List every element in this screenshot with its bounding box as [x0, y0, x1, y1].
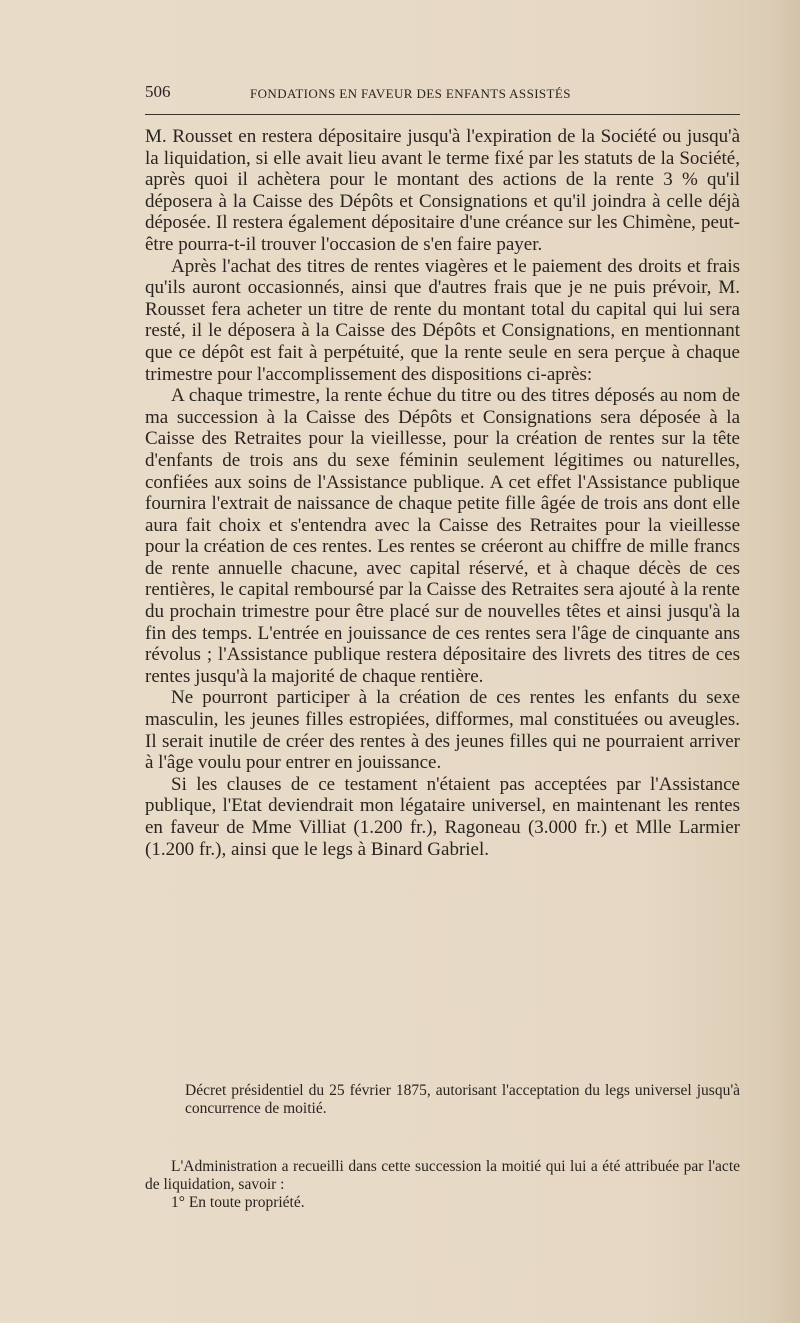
- paragraph-achat-titres: Après l'achat des titres de rentes viagères et le paiement des droits et frais qu'ils auront occasionnés, ainsi que d'autres frais que je ne puis prévoir, M. Rousset fera acheter un titre de rente du montant total du capital qui lui sera resté, il le déposera à la Caisse des Dépôts et Consignations, en mentionnant que ce dépôt est fait à perpétuité, que la rente seule en sera perçue à chaque trimestre pour l'accomplissement des dispositions ci-après:: [145, 255, 740, 385]
- paragraph-exclusions: Ne pourront participer à la création de ces rentes les enfants du sexe masculin, les jeunes filles estropiées, difformes, mal constituées ou aveugles. Il serait inutile de créer des rentes à des jeunes filles qui ne pourraient arriver à l'âge voulu pour entrer en jouissance.: [145, 687, 740, 774]
- administration-item: 1° En toute propriété.: [171, 1194, 305, 1211]
- paragraph-clauses-testament: Si les clauses de ce testament n'étaient pas acceptées par l'Assistance publique, l'Etat deviendrait mon légataire universel, en maintenant les rentes en faveur de Mme Villiat (1.200 fr.), Ragoneau (3.000 fr.) et Mlle Larmier (1.200 fr.), ainsi que le legs à Binard Gabriel.: [145, 773, 740, 860]
- decree-text: Décret présidentiel du 25 février 1875, autorisant l'acceptation du legs universel jusqu'à concurrence de moitié.: [185, 1082, 740, 1117]
- body-text: [145, 126, 740, 860]
- page-header: [145, 80, 740, 115]
- paragraph-chaque-trimestre: A chaque trimestre, la rente échue du titre ou des titres déposés au nom de ma succession à la Caisse des Dépôts et Consignations sera déposée à la Caisse des Retraites pour la vieillesse, pour la création de rentes sur la tête d'enfants de trois ans du sexe féminin seulement légitimes ou naturelles, confiées aux soins de l'Assistance publique. A cet effet l'Assistance publique fournira l'extrait de naissance de chaque petite fille âgée de trois ans dont elle aura fait choix et s'entendra avec la Caisse des Retraites pour la vieillesse pour la création de ces rentes. Les rentes se créeront au chiffre de mille francs de rente annuelle chacune, avec capital réservé, et à chaque décès de ces rentières, le capital remboursé par la Caisse des Retraites sera ajouté à la rente du prochain trimestre pour être placé sur de nouvelles têtes et ainsi jusqu'à la fin des temps. L'entrée en jouissance de ces rentes sera l'âge de cinquante ans révolus ; l'Assistance publique restera dépositaire des livrets des titres de ces rentes jusqu'à la majorité de chaque rentière.: [145, 385, 740, 687]
- paragraph-rousset-depositaire: M. Rousset en restera dépositaire jusqu'à l'expiration de la Société ou jusqu'à la liquidation, si elle avait lieu avant le terme fixé par les statuts de la Société, après quoi il achètera pour le montant des actions de la rente 3 % qu'il déposera à la Caisse des Dépôts et Consignations et qu'il joindra à celle déjà déposée. Il restera également dépositaire d'une créance sur les Chimène, peut-être pourra-t-il trouver l'occasion de s'en faire payer.: [145, 126, 740, 255]
- administration-text: L'Administration a recueilli dans cette succession la moitié qui lui a été attribuée par l'acte de liquidation, savoir :: [145, 1158, 740, 1193]
- administration-note: [145, 1158, 740, 1212]
- running-title: FONDATIONS EN FAVEUR DES ENFANTS ASSISTÉS: [250, 86, 571, 101]
- decree-note: [145, 1082, 740, 1118]
- page-number: 506: [145, 82, 171, 101]
